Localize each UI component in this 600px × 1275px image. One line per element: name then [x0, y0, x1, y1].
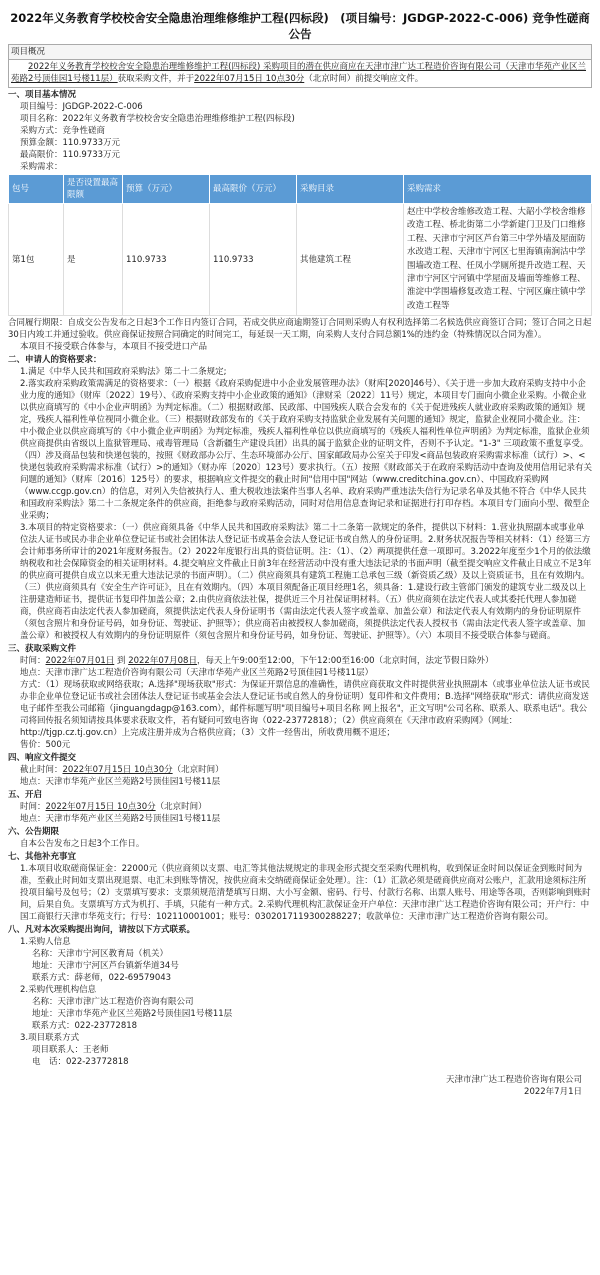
project-contact-person: 项目联系人：王老师	[32, 1045, 109, 1056]
project-contact-title: 3.项目联系方式	[20, 1033, 80, 1044]
submit-deadline-tz: （北京时间）	[172, 765, 224, 776]
purchaser-name: 名称：天津市宁河区教育局（机关）	[32, 949, 169, 960]
cell-requirement: 赵庄中学校舍维修改造工程、大韶小学校舍维修改造工程、桥北街第二小学新建门卫及门口维修工程、天津市宁河区芦台第三中学外墙及屋面防水改造工程、天津市宁河区七里海镇南涧沽中学围墙改造工程、任凤小学厕所提升改造工程、天津市宁河区宁河镇中学屋面及墙面等维修工程、淮淀中学围墙修复改造工程、宁河区廉庄镇中学改造工程等	[404, 204, 592, 316]
overview-mid: 获取采购文件，并于	[117, 74, 195, 84]
section-7-heading: 七、其他补充事宜	[8, 852, 77, 863]
submit-deadline-label: 截止时间：	[20, 765, 63, 776]
obtain-price: 售价：500元	[20, 740, 71, 751]
overview-agency: 天津市津广达工程造价咨询有限公司（天津市华苑产业区兰苑路2号顶佳园1号楼11层）	[11, 62, 586, 84]
purchaser-address: 地址：天津市宁河区芦台镇新华道34号	[32, 961, 179, 972]
obtain-end: 2022年07月08日	[128, 656, 197, 667]
table-row	[9, 204, 592, 316]
cell-max: 110.9733	[210, 204, 297, 316]
submit-place: 地点：天津市华苑产业区兰苑路2号顶佳园1号楼11层	[20, 777, 221, 788]
col-requirement: 采购需求	[404, 175, 592, 204]
signature-block	[8, 1074, 592, 1098]
consortium-note: 本项目不接受联合体参与，本项目不接受进口产品	[20, 342, 208, 353]
section-2-heading: 二、申请人的资格要求：	[8, 355, 102, 366]
obtain-time-label: 时间：	[20, 656, 46, 667]
cell-budget: 110.9733	[123, 204, 210, 316]
project-no: 项目编号：JGDGP-2022-C-006	[20, 102, 143, 112]
agency-name: 名称：天津市津广达工程造价咨询有限公司	[32, 997, 194, 1008]
open-place: 地点：天津市华苑产业区兰苑路2号顶佳园1号楼11层	[20, 814, 221, 825]
signature-org: 天津市津广达工程造价咨询有限公司	[445, 1075, 582, 1086]
agency-contact: 联系方式：022-23772818	[32, 1021, 138, 1032]
obtain-place: 地点：天津市津广达工程造价咨询有限公司（天津市华苑产业区兰苑路2号顶佳园1号楼11层）	[20, 668, 374, 679]
section-8-heading: 八、凡对本次采购提出询问，请按以下方式联系。	[8, 925, 196, 936]
signature-date: 2022年7月1日	[524, 1087, 582, 1098]
contract-term: 合同履行期限：自成交公告发布之日起3个工作日内签订合同，若成交供应商逾期签订合同则采购人有权利选择第二名候选供应商签订合同；签订合同之日起30日内竣工并通过验收。供应商保证按照合同确定的时间完工，每延误一天工期，向采购人支付合同总额1%的违约金（特殊情况以合同为准）。	[8, 318, 592, 341]
package-table	[8, 174, 592, 316]
cell-catalog: 其他建筑工程	[297, 204, 404, 316]
section-1-heading: 一、项目基本情况	[8, 90, 77, 100]
agency-address: 地址：天津市华苑产业区兰苑路2号顶佳园1号楼11层	[32, 1009, 233, 1020]
col-has-max: 是否设置最高限额	[64, 175, 123, 204]
obtain-way: 方式：（1）现场获取或网络获取；A.选择"现场获取"形式：为保证开票信息的准确性，请供应商获取文件时提供营业执照副本（或事业单位法人证书或民办非企业单位登记证书或社会团体法人登记证书或基金会法人登记证书或自然人的身份证明）复印件和文件费用；B.选择"网络获取"形式：请供应商发送电子邮件至我公司邮箱（jinguangdagp@163.com），邮件标题写明"项目编号+项目名称 网上报名"，正文写明"公司名称、联系人、联系电话"。我公司将回传报名须知请按具体要求获取文件，若有疑问可致电咨询（022-23772818）；（2）供应商须在《天津市政府采购网》（网址：http://tjgp.cz.tj.gov.cn）上完成注册并成为合格供应商；（3）文件一经售出，所收费用概不退还；	[20, 680, 590, 739]
open-time-tz: （北京时间）	[155, 802, 207, 813]
agency-title: 2.采购代理机构信息	[20, 985, 97, 996]
max-price: 最高限价：110.9733万元	[20, 150, 121, 160]
col-budget: 预算（万元）	[123, 175, 210, 204]
open-time-label: 时间：	[20, 802, 46, 813]
overview-deadline: 2022年07月15日 10点30分	[194, 74, 305, 84]
package-table-header	[9, 175, 592, 204]
obtain-hours: ，每天上午9:00至12:00，下午12:00至16:00（北京时间，法定节假日除外）	[196, 656, 494, 667]
project-name: 项目名称：2022年义务教育学校校舍安全隐患治理维修维护工程(四标段)	[20, 114, 295, 124]
submit-deadline	[8, 764, 592, 776]
cell-has-max: 是	[64, 204, 123, 316]
section-4-heading: 四、响应文件提交	[8, 753, 77, 764]
col-max: 最高限价（万元）	[210, 175, 297, 204]
qual-3: 3.本项目的特定资格要求：（一）供应商须具备《中华人民共和国政府采购法》第二十二条第一款规定的条件，提供以下材料：1.营业执照副本或事业单位法人证书或民办非企业单位登记证书或社会团体法人登记证书或基金会法人登记证书或自然人的身份证明。2.财务状况报告等相关材料：（1）经第三方会计师事务所审计的2021年度财务报告。（2）2022年度银行出具的资信证明。注：（1）、（2）两项提供任意一项即可。3.2022年度至少1个月的依法缴纳税收和社会保障资金的相关证明材料。4.提交响应文件截止日前3年在经营活动中没有重大违法记录的书面声明（截至提交响应文件截止日成立不足3年的供应商可提供自成立以来无重大违法记录的书面声明）。（二）供应商须具有建筑工程施工总承包三级（新资质乙级）及以上资质证书，且在有效期内。（三）供应商须具有《安全生产许可证》，且在有效期内。（四）本项目须配备正项目经理1名，须具备：1.建设行政主管部门颁发的建筑专业二级及以上注册建造师证书，提供证书复印件加盖公章；2.由供应商依法社保，提供近三个月社保证明材料。（五）供应商须在法定代表人或其委托代理人参加磋商，供应商若由法定代表人参加磋商，须提供法定代表人身份证明书（需由法定代表人签字或盖章、加盖公章）和法定代表人有效期内的身份证明原件（须包含照片和身份证号码，如身份证、驾驶证、护照等）；供应商若由被授权人参加磋商，须提供法定代表人授权书（需由法定代表人签字或盖章、加盖公章）和被授权人有效期内的身份证明原件（须包含照片和身份证号码，如身份证、驾驶证、护照等）。（六）本项目不接受联合体参与磋商。	[20, 523, 592, 642]
purchaser-title: 1.采购人信息	[20, 937, 71, 948]
procurement-method: 采购方式：竞争性磋商	[20, 126, 106, 136]
cell-package: 第1包	[9, 204, 64, 316]
obtain-start: 2022年07月01日	[45, 656, 115, 667]
overview-header: 项目概况	[9, 45, 591, 60]
section-6-heading: 六、公告期限	[8, 827, 60, 838]
obtain-to: 到	[114, 656, 129, 667]
overview-box	[8, 44, 592, 88]
col-package: 包号	[9, 175, 64, 204]
obtain-time	[8, 655, 592, 667]
section-5-heading: 五、开启	[8, 790, 43, 801]
qual-2: 2.落实政府采购政策需满足的资格要求：（一）根据《政府采购促进中小企业发展管理办法》（财库[2020]46号）、《关于进一步加大政府采购支持中小企业力度的通知》（财库〔2022〕19号）、《政府采购支持中小企业政策的通知》（津财采〔2022〕11号）规定，本项目专门面向小微企业采购。小微企业以供应商填写的《中小企业声明函》为判定标准。（二）根据财政部、民政部、中国残疾人联合会发布的《关于促进残疾人就业政府采购政策的通知》规定，残疾人福利性单位视同小微企业。（三）根据财政部发布的《关于政府采购支持监狱企业发展有关问题的通知》规定，监狱企业视同小微企业。注：中小微企业以供应商填写的《中小微企业声明函》为判定标准，残疾人福利性单位以供应商填写的《残疾人福利性单位声明函》为判定标准，监狱企业须供应商提供由省级以上监狱管理局、戒毒管理局（含新疆生产建设兵团）出具的属于监狱企业的证明文件，否则不予认定。"1-3" 三项政策不重复享受。（四）涉及商品包装和快递包装的，按照《财政部办公厅、生态环境部办公厅、国家邮政局办公室关于印发<商品包装政府采购需求标准（试行）>、<快递包装政府采购需求标准（试行）>的通知》（财办库〔2020〕123号）要求执行。（五）按照《财政部关于在政府采购活动中查询及使用信用记录有关问题的通知》（财库〔2016〕125号）的要求，根据响应文件提交的截止时间"信用中国"网站（www.creditchina.gov.cn）、中国政府采购网（www.ccgp.gov.cn）的信息，对列入失信被执行人、重大税收违法案件当事人名单、政府采购严重违法失信行为记录名单及其他不符合《中华人民共和国政府采购法》第二十二条规定条件的供应商，拒绝参与政府采购活动，同时对信用信息查询记录和证据进行打印存档。本项目专门面向小型、微型企业采购；	[20, 379, 592, 522]
section-3-heading: 三、获取采购文件	[8, 644, 77, 655]
overview-project: 2022年义务教育学校校舍安全隐患治理维修维护工程(四标段) 采购项目的潜在供应商应在	[28, 62, 365, 72]
col-catalog: 采购目录	[297, 175, 404, 204]
page-title: 2022年义务教育学校校舍安全隐患治理维修维护工程(四标段) (项目编号：JGDGP-2022-C-006) 竞争性磋商公告	[10, 11, 590, 41]
deposit-info: 1.本项目收取磋商保证金：22000元（供应商须以支票、电汇等其他法规规定的非现金形式提交至采购代理机构，收到保证金时间以保证金到账时间为准，至截止时间如支票出现退票、电汇未到账等情况，按供应商未交纳磋商保证金处理）。注：（1）汇款必须是磋商供应商对公账户，汇款用途须标注所投项目编号及包号；（2）支票填写要求：支票须规范清楚填写日期、大小写金额、密码、行号、付款行名称、出票人账号、用途等各项，否则影响到账时间，后果自负。支票填写方式为机打、手填，只能有一种方式。2.采购代理机构汇款保证金开户单位：天津市津广达工程造价咨询有限公司；开户行：中国工商银行天津市华苑支行；行号：102110001001；账号：0302017119300288227；收款单位：天津市津广达工程造价咨询有限公司。	[20, 864, 591, 923]
submit-deadline-value: 2022年07月15日 10点30分	[62, 765, 173, 776]
open-time-value: 2022年07月15日 10点30分	[45, 802, 156, 813]
overview-text	[9, 60, 591, 87]
purchaser-contact: 联系方式：薛老师，022-69579043	[32, 973, 172, 984]
notice-period: 自本公告发布之日起3个工作日。	[20, 839, 145, 850]
overview-end: （北京时间）前提交响应文件。	[304, 74, 424, 84]
demand-label: 采购需求：	[20, 162, 63, 172]
budget-amount: 预算金额：110.9733万元	[20, 138, 121, 148]
project-contact-phone: 电 话：022-23772818	[32, 1057, 129, 1068]
open-time	[8, 801, 592, 813]
qual-1: 1.满足《中华人民共和国政府采购法》第二十二条规定;	[20, 367, 227, 378]
project-info	[8, 101, 592, 173]
